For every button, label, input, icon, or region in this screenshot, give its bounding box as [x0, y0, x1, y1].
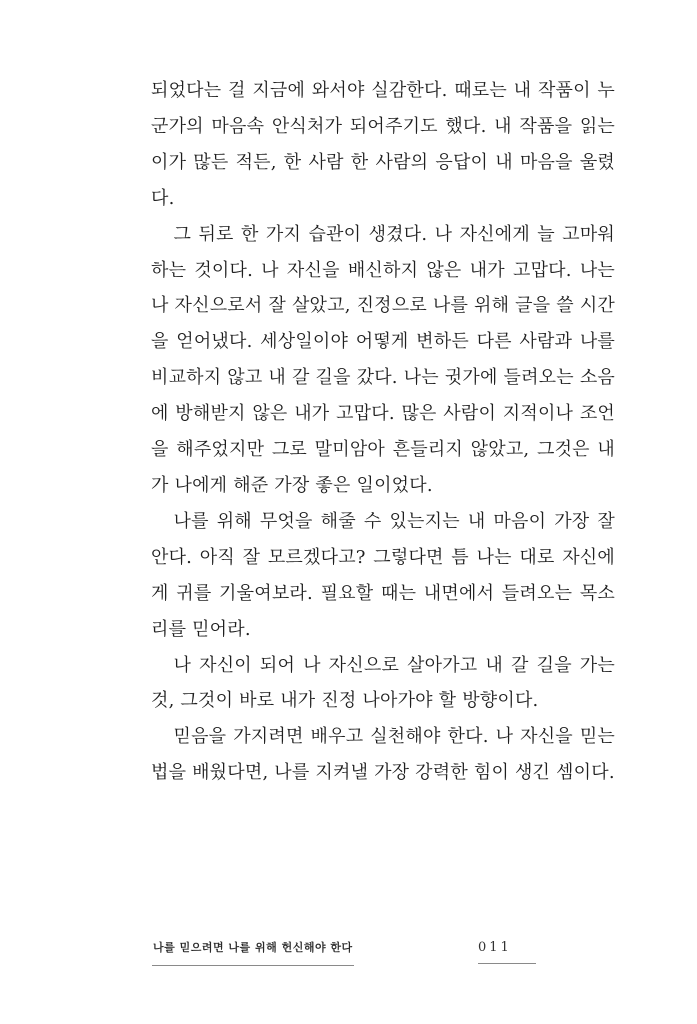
body-paragraph: 되었다는 걸 지금에 와서야 실감한다. 때로는 내 작품이 누군가의 마음속 안식처가 되어주기도 했다. 내 작품을 읽는 이가 많든 적든, 한 사람 한 사람의 응답이 내 마음을 울렸다.	[151, 80, 615, 209]
page-number: 011	[478, 940, 536, 964]
body-paragraph: 그 뒤로 한 가지 습관이 생겼다. 나 자신에게 늘 고마워하는 것이다. 나 자신을 배신하지 않은 내가 고맙다. 나는 나 자신으로서 잘 살았고, 진정으로 나를 위해 글을 쓸 시간을 얻어냈다. 세상일이야 어떻게 변하든 다른 사람과 나를 비교하지 않고 내 갈 길을 갔다. 나는 귓가에 들려오는 소음에 방해받지 않은 내가 고맙다. 많은 사람이 지적이나 조언을 해주었지만 그로 말미암아 흔들리지 않았고, 그것은 내가 나에게 해준 가장 좋은 일이었다.	[151, 223, 615, 496]
body-paragraph: 믿음을 가지려면 배우고 실천해야 한다. 나 자신을 믿는 법을 배웠다면, 나를 지켜낼 가장 강력한 힘이 생긴 셈이다.	[151, 726, 615, 784]
body-paragraph: 나를 위해 무엇을 해줄 수 있는지는 내 마음이 가장 잘 안다. 아직 잘 모르겠다고? 그렇다면 틈 나는 대로 자신에게 귀를 기울여보라. 필요할 때는 내면에서 들려오는 목소리를 믿어라.	[151, 510, 615, 640]
footer-chapter-title: 나를 믿으려면 나를 위해 헌신해야 한다	[152, 939, 354, 966]
body-paragraph: 나 자신이 되어 나 자신으로 살아가고 내 갈 길을 가는 것, 그것이 바로 내가 진정 나아가야 할 방향이다.	[151, 654, 615, 712]
body-text-block	[151, 73, 615, 791]
